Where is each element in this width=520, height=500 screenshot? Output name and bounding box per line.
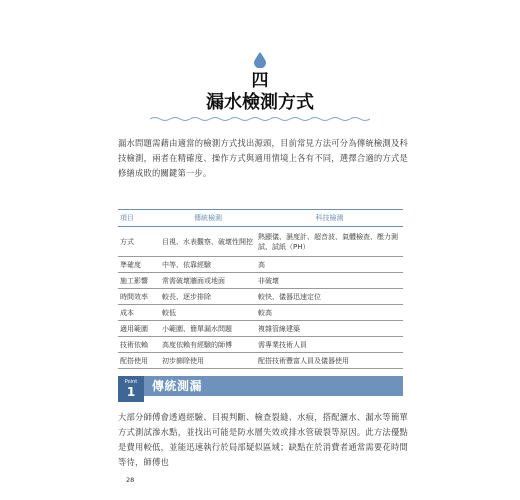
point-label: Point <box>124 379 138 385</box>
technology-cell: 配搭技術豐富人員及儀器使用 <box>256 353 403 369</box>
technology-cell: 非破壞 <box>256 273 403 289</box>
table-row <box>118 321 403 337</box>
table-row <box>118 353 403 369</box>
header-item: 項目 <box>118 210 160 227</box>
table-row <box>118 305 403 321</box>
wave-divider <box>150 116 370 122</box>
body-paragraph: 大部分師傅會透過經驗、目視判斷、檢查裂縫、水痕，搭配灑水、漏水等簡單方式測試滲水點，並找出可能是防水層失效或排水管破裂等原因。此方法優點是費用較低，並能迅速執行於局部疑似區域；缺點在於消費者通常需要花時間等待，師傅也 <box>118 412 408 467</box>
traditional-cell: 較低 <box>160 305 256 321</box>
technology-cell: 較高 <box>256 305 403 321</box>
header-technology: 科技檢測 <box>256 210 403 227</box>
table-header-row <box>118 210 403 227</box>
row-label: 技術依賴 <box>118 337 160 353</box>
technology-cell: 熱顯儀、濕度計、超音波、氣體檢查、壓力測試、試紙（PH） <box>256 227 403 257</box>
chapter-title: 漏水檢測方式 <box>206 92 314 113</box>
water-drop-icon <box>254 52 266 68</box>
section-title: 傳統測漏 <box>152 379 203 393</box>
row-label: 準確度 <box>118 257 160 273</box>
traditional-cell: 高度依賴有經驗的師傅 <box>160 337 256 353</box>
point-badge <box>118 376 144 402</box>
row-label: 適用範圍 <box>118 321 160 337</box>
table-row <box>118 257 403 273</box>
traditional-cell: 中等、依靠經驗 <box>160 257 256 273</box>
intro-paragraph: 漏水問題需藉由適當的檢測方式找出源頭，目前常見方法可分為傳統檢測及科技檢測，兩者在精確度、操作方式與適用情境上各有不同，選擇合適的方式是修繕成敗的關鍵第一步。 <box>118 138 408 178</box>
technology-cell: 複雜管線建築 <box>256 321 403 337</box>
row-label: 成本 <box>118 305 160 321</box>
header-traditional: 傳統檢測 <box>160 210 256 227</box>
page-number: 28 <box>126 476 135 484</box>
table-row <box>118 273 403 289</box>
traditional-cell: 較長、逐步排除 <box>160 289 256 305</box>
table-row <box>118 227 403 257</box>
point-number: 1 <box>126 385 136 399</box>
table-row <box>118 289 403 305</box>
technology-cell: 需專業技術人員 <box>256 337 403 353</box>
traditional-cell: 目視、水表觀察、破壞性開挖 <box>160 227 256 257</box>
technology-cell: 高 <box>256 257 403 273</box>
row-label: 時間效率 <box>118 289 160 305</box>
comparison-table <box>118 209 403 369</box>
traditional-cell: 小範圍、簡單漏水問題 <box>160 321 256 337</box>
traditional-cell: 初步篩除使用 <box>160 353 256 369</box>
row-label: 方式 <box>118 227 160 257</box>
technology-cell: 較快、儀器迅速定位 <box>256 289 403 305</box>
table-row <box>118 337 403 353</box>
traditional-cell: 常需破壞牆面或地面 <box>160 273 256 289</box>
row-label: 施工影響 <box>118 273 160 289</box>
row-label: 配搭使用 <box>118 353 160 369</box>
chapter-number: 四 <box>251 71 269 91</box>
